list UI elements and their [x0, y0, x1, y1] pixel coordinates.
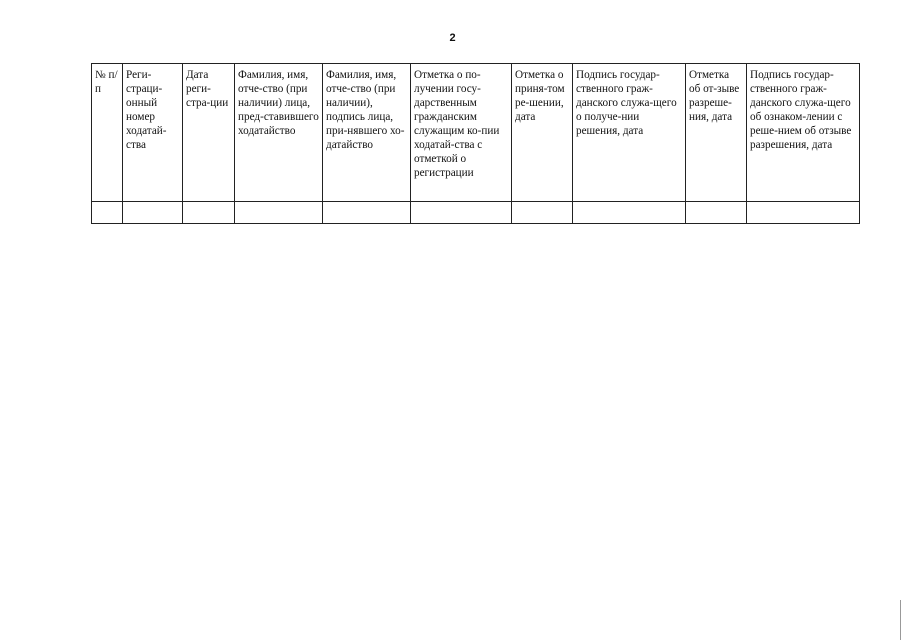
table-cell: [92, 202, 123, 224]
table-cell: [235, 202, 323, 224]
table-cell: [411, 202, 512, 224]
table-cell: [512, 202, 573, 224]
header-cell-number: № п/п: [92, 64, 123, 202]
header-cell-revocation-mark: Отметка об от-зыве разреше-ния, дата: [686, 64, 747, 202]
table-cell: [747, 202, 860, 224]
header-cell-registration-number: Реги-страци-онный номер ходатай-ства: [123, 64, 183, 202]
page-number: 2: [449, 32, 456, 44]
table-cell: [573, 202, 686, 224]
table-cell: [323, 202, 411, 224]
table-cell: [183, 202, 235, 224]
header-cell-copy-receipt-mark: Отметка о по-лучении госу-дарственным гражданским служащим ко-пии ходатай-ства с отметкой о регистрации: [411, 64, 512, 202]
header-cell-submitter-name: Фамилия, имя, отче-ство (при наличии) лица, пред-ставившего ходатайство: [235, 64, 323, 202]
header-cell-decision-receipt-signature: Подпись государ-ственного граж-данского служа-щего о получе-нии решения, дата: [573, 64, 686, 202]
header-cell-registration-date: Дата реги-стра-ции: [183, 64, 235, 202]
table-header-row: [92, 64, 860, 202]
header-cell-revocation-acknowledgement-signature: Подпись государ-ственного граж-данского служа-щего об ознаком-лении с реше-нием об отзыве разрешения, дата: [747, 64, 860, 202]
table-cell: [123, 202, 183, 224]
table-cell: [686, 202, 747, 224]
register-table: [91, 63, 860, 224]
table-row: [92, 202, 860, 224]
header-cell-decision-mark: Отметка о приня-том ре-шении, дата: [512, 64, 573, 202]
header-cell-receiver-name-signature: Фамилия, имя, отче-ство (при наличии), подпись лица, при-нявшего хо-датайство: [323, 64, 411, 202]
scan-edge-line: [900, 600, 901, 640]
